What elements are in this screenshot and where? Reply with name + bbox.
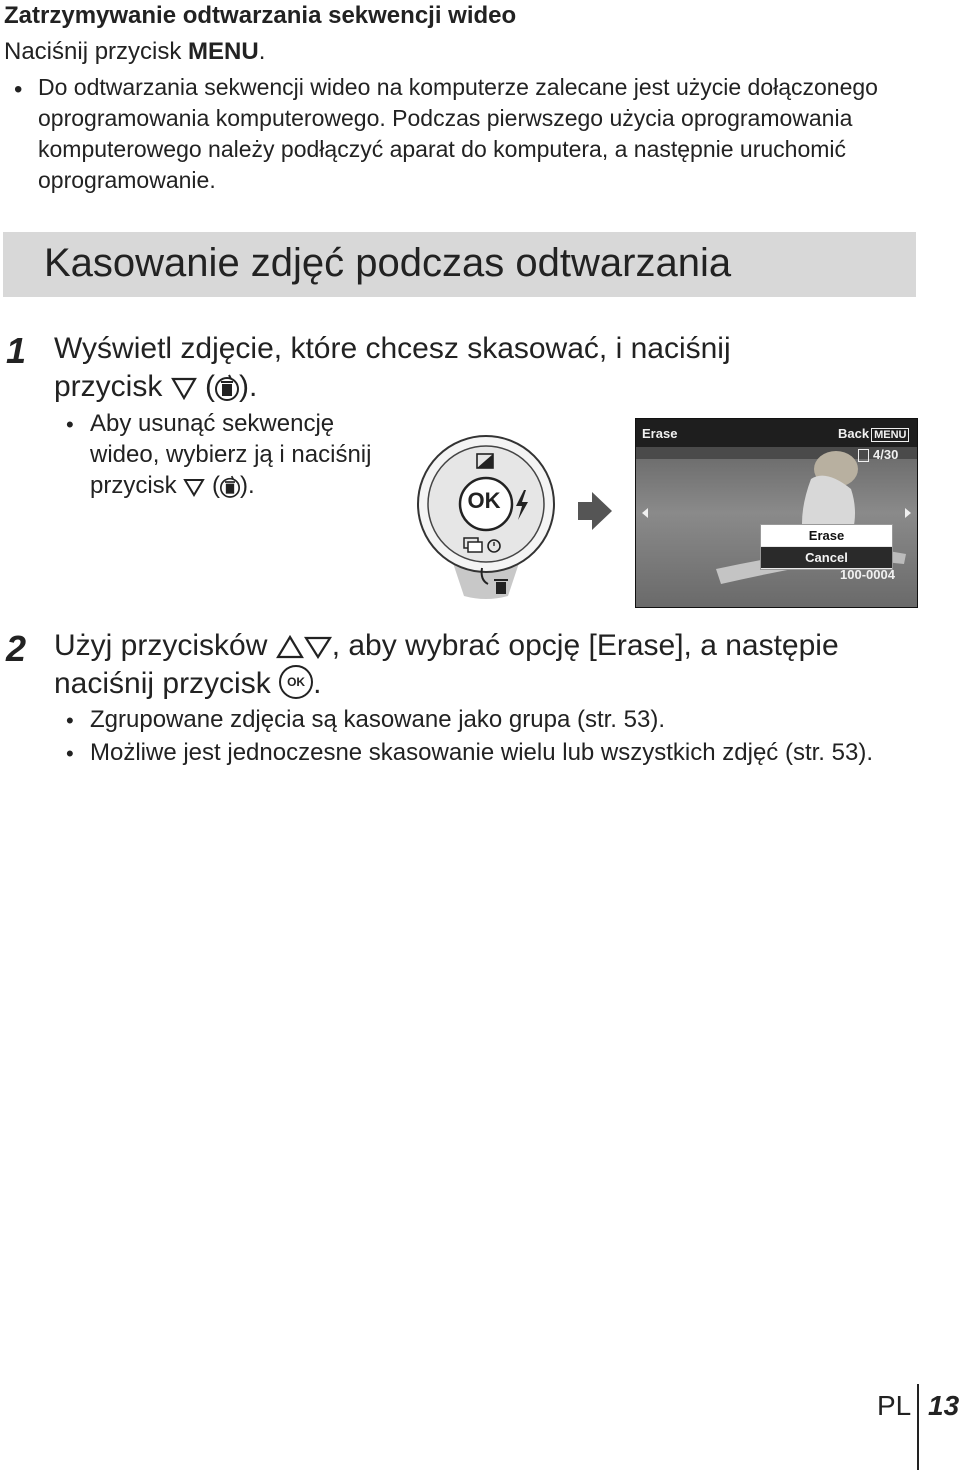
step-number-1: 1 [6, 330, 27, 371]
file-icon [858, 449, 869, 462]
trash-icon [220, 474, 240, 500]
down-arrow-icon [183, 477, 205, 497]
step1-paren-open: ( [205, 370, 216, 403]
down-arrow-icon [171, 376, 197, 400]
step1-line1: Wyświetl zdjęcie, które chcesz skasować, i naciśnij [54, 332, 731, 365]
left-arrow-icon [640, 507, 650, 519]
right-arrow-icon [903, 507, 913, 519]
section-heading: Zatrzymywanie odtwarzania sekwencji wideo [4, 2, 517, 29]
step1-paren-close: ). [239, 370, 258, 403]
step-number-2: 2 [6, 628, 27, 669]
up-arrow-icon [276, 635, 304, 659]
back-label [838, 426, 909, 442]
step1-sub-line2: wideo, wybierz ją i naciśnij [90, 441, 372, 468]
screen-title: Erase [642, 426, 678, 441]
step1-sub-paren-close: ). [240, 472, 255, 499]
step2-bullet-text-1: Zgrupowane zdjęcia są kasowane jako grupa (str. 53). [90, 706, 665, 733]
control-dial-illustration [412, 432, 560, 602]
section-banner [3, 232, 916, 297]
step2-line2-prefix: naciśnij przycisk [54, 667, 271, 700]
step2-bullet-1: • [66, 708, 74, 733]
erase-menu [760, 524, 893, 570]
camera-lcd-screen [635, 418, 918, 608]
banner-title: Kasowanie zdjęć podczas odtwarzania [44, 241, 732, 285]
menu-badge: MENU [871, 428, 909, 442]
step2-bullet-text-2: Możliwe jest jednoczesne skasowanie wielu lub wszystkich zdjęć (str. 53). [90, 739, 873, 766]
note-text: Do odtwarzania sekwencji wideo na komputerze zalecane jest użycie dołączonego oprogramowania komputerowego. Podczas pierwszego użycia oprogramowania komputerowego należy podłączyć aparat do komputera, a następnie uruchomić oprogramowanie. [38, 74, 878, 193]
instruction-suffix: . [258, 38, 266, 65]
step1-line2 [54, 368, 257, 406]
step2-line2-suffix: . [313, 667, 322, 700]
down-arrow-icon [304, 635, 332, 659]
step1-sub-paren-open: ( [212, 472, 221, 499]
trash-icon [215, 373, 239, 403]
step1-sub-line3 [90, 470, 255, 501]
step1-prefix: przycisk [54, 370, 163, 403]
step2-suffix: , aby wybrać opcję [Erase], a następie [331, 629, 839, 662]
step1-sub-prefix: przycisk [90, 472, 177, 499]
instruction-prefix: Naciśnij przycisk [4, 38, 189, 65]
step2-prefix: Użyj przycisków [54, 629, 268, 662]
ok-button-icon: OK [279, 665, 313, 699]
file-number: 100-0004 [840, 567, 895, 582]
note-bullet: • [14, 76, 23, 103]
counter-text: 4/30 [873, 447, 899, 462]
step1-sub-line1: Aby usunąć sekwencję [90, 410, 335, 437]
page-number: 13 [928, 1390, 960, 1421]
page-divider [917, 1384, 919, 1470]
ok-label: OK [467, 488, 501, 513]
step2-bullet-2: • [66, 741, 74, 766]
cancel-option[interactable]: Cancel [761, 547, 892, 568]
instruction-line [4, 38, 265, 66]
step2-line2 [54, 665, 321, 703]
back-text: Back [838, 426, 870, 441]
step1-sub-bullet: • [66, 412, 74, 437]
language-code: PL [877, 1390, 912, 1421]
menu-button-label: MENU [188, 38, 259, 65]
arrow-right-icon [578, 490, 612, 532]
step2-line1 [54, 627, 839, 665]
erase-option[interactable]: Erase [761, 525, 892, 546]
image-counter [858, 447, 898, 462]
